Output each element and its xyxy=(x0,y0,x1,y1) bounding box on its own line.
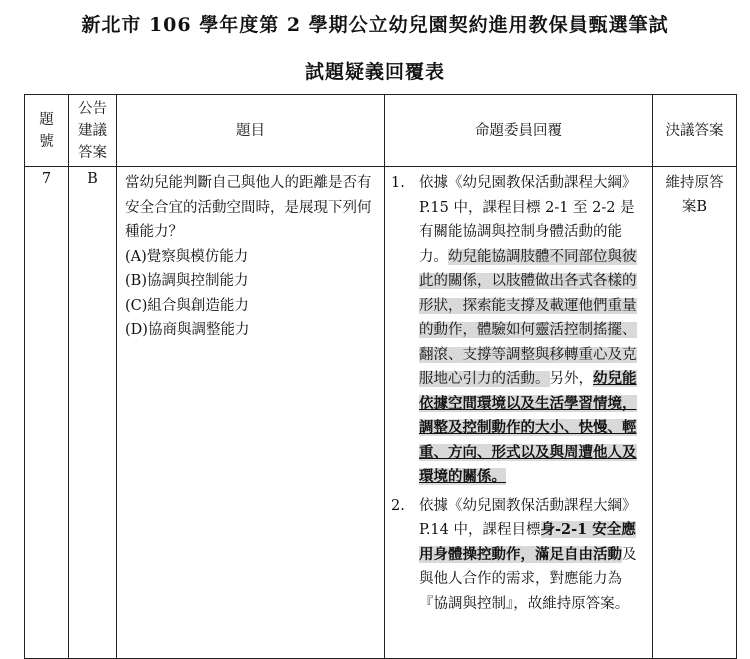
header-question: 題目 xyxy=(117,95,385,167)
reply-2-emphasis: 身-2-1 安全應用身體操控動作，滿足自由活動 xyxy=(419,521,636,563)
committee-reply-cell xyxy=(385,167,653,659)
header-question-number: 題號 xyxy=(25,95,69,167)
option-b: (B)協調與控制能力 xyxy=(125,273,249,289)
option-d: (D)協商與調整能力 xyxy=(125,322,250,338)
table-row xyxy=(25,167,737,659)
header-suggested-answer: 公告建議答案 xyxy=(69,95,117,167)
decision-answer: 維持原答案B xyxy=(653,167,737,659)
reply-2-text: 依據《幼兒園教保活動課程大綱》P.14 中，課程目標 xyxy=(419,497,637,538)
reply-item-1: 1. 依據《幼兒園教保活動課程大綱》P.15 中，課程目標 2-1 至 2-2 是有關能協調與控制身體活動的能力。幼兒能協調肢體不同部位與彼此的關係，以肢體做出各式各樣的形狀，探索能支撐及載運他們重量的動作，體驗如何靈活控制搖擺、翻滾、支撐等調整與移轉重心及克服地心引力的活動。另外，幼兒能依據空間環境以及生活學習情境，調整及控制動作的大小、快慢、輕重、方向、形式以及與周遭他人及環境的關係。 xyxy=(391,175,637,485)
table-header-row xyxy=(25,95,737,167)
reply-1-connector: 另外， xyxy=(549,371,593,387)
reply-1-emphasis: 幼兒能依據空間環境以及生活學習情境，調整及控制動作的大小、快慢、輕重、方向、形式以及與周遭他人及環境的關係。 xyxy=(419,370,637,485)
question-number: 7 xyxy=(25,167,69,659)
reply-2-tail: 及與他人合作的需求，對應能力為『協調與控制』，故維持原答案。 xyxy=(419,546,637,612)
question-cell xyxy=(117,167,385,659)
header-decision: 決議答案 xyxy=(653,95,737,167)
option-a: (A)覺察與模仿能力 xyxy=(125,248,249,265)
option-c: (C)組合與創造能力 xyxy=(125,297,249,314)
document-title: 新北市 106 學年度第 2 學期公立幼兒園契約進用教保員甄選筆試 xyxy=(81,14,669,36)
objection-reply-table xyxy=(24,94,737,659)
suggested-answer: B xyxy=(69,167,117,659)
reply-1-highlight: 幼兒能協調肢體不同部位與彼此的關係，以肢體做出各式各樣的形狀，探索能支撐及載運他們重量的動作，體驗如何靈活控制搖擺、翻滾、支撐等調整與移轉重心及克服地心引力的活動。 xyxy=(419,248,637,387)
reply-item-2: 2. 依據《幼兒園教保活動課程大綱》P.14 中，課程目標身-2-1 安全應用身體操控動作，滿足自由活動及與他人合作的需求，對應能力為『協調與控制』，故維持原答案。 xyxy=(391,497,637,612)
question-stem: 當幼兒能判斷自己與他人的距離是否有安全合宜的活動空間時，是展現下列何種能力？ xyxy=(125,175,372,240)
reply-1-text: 依據《幼兒園教保活動課程大綱》P.15 中，課程目標 2-1 至 2-2 是有關能協調與控制身體活動的能力。 xyxy=(419,175,637,265)
header-committee-reply: 命題委員回覆 xyxy=(385,95,653,167)
document-subtitle: 試題疑義回覆表 xyxy=(304,61,445,83)
